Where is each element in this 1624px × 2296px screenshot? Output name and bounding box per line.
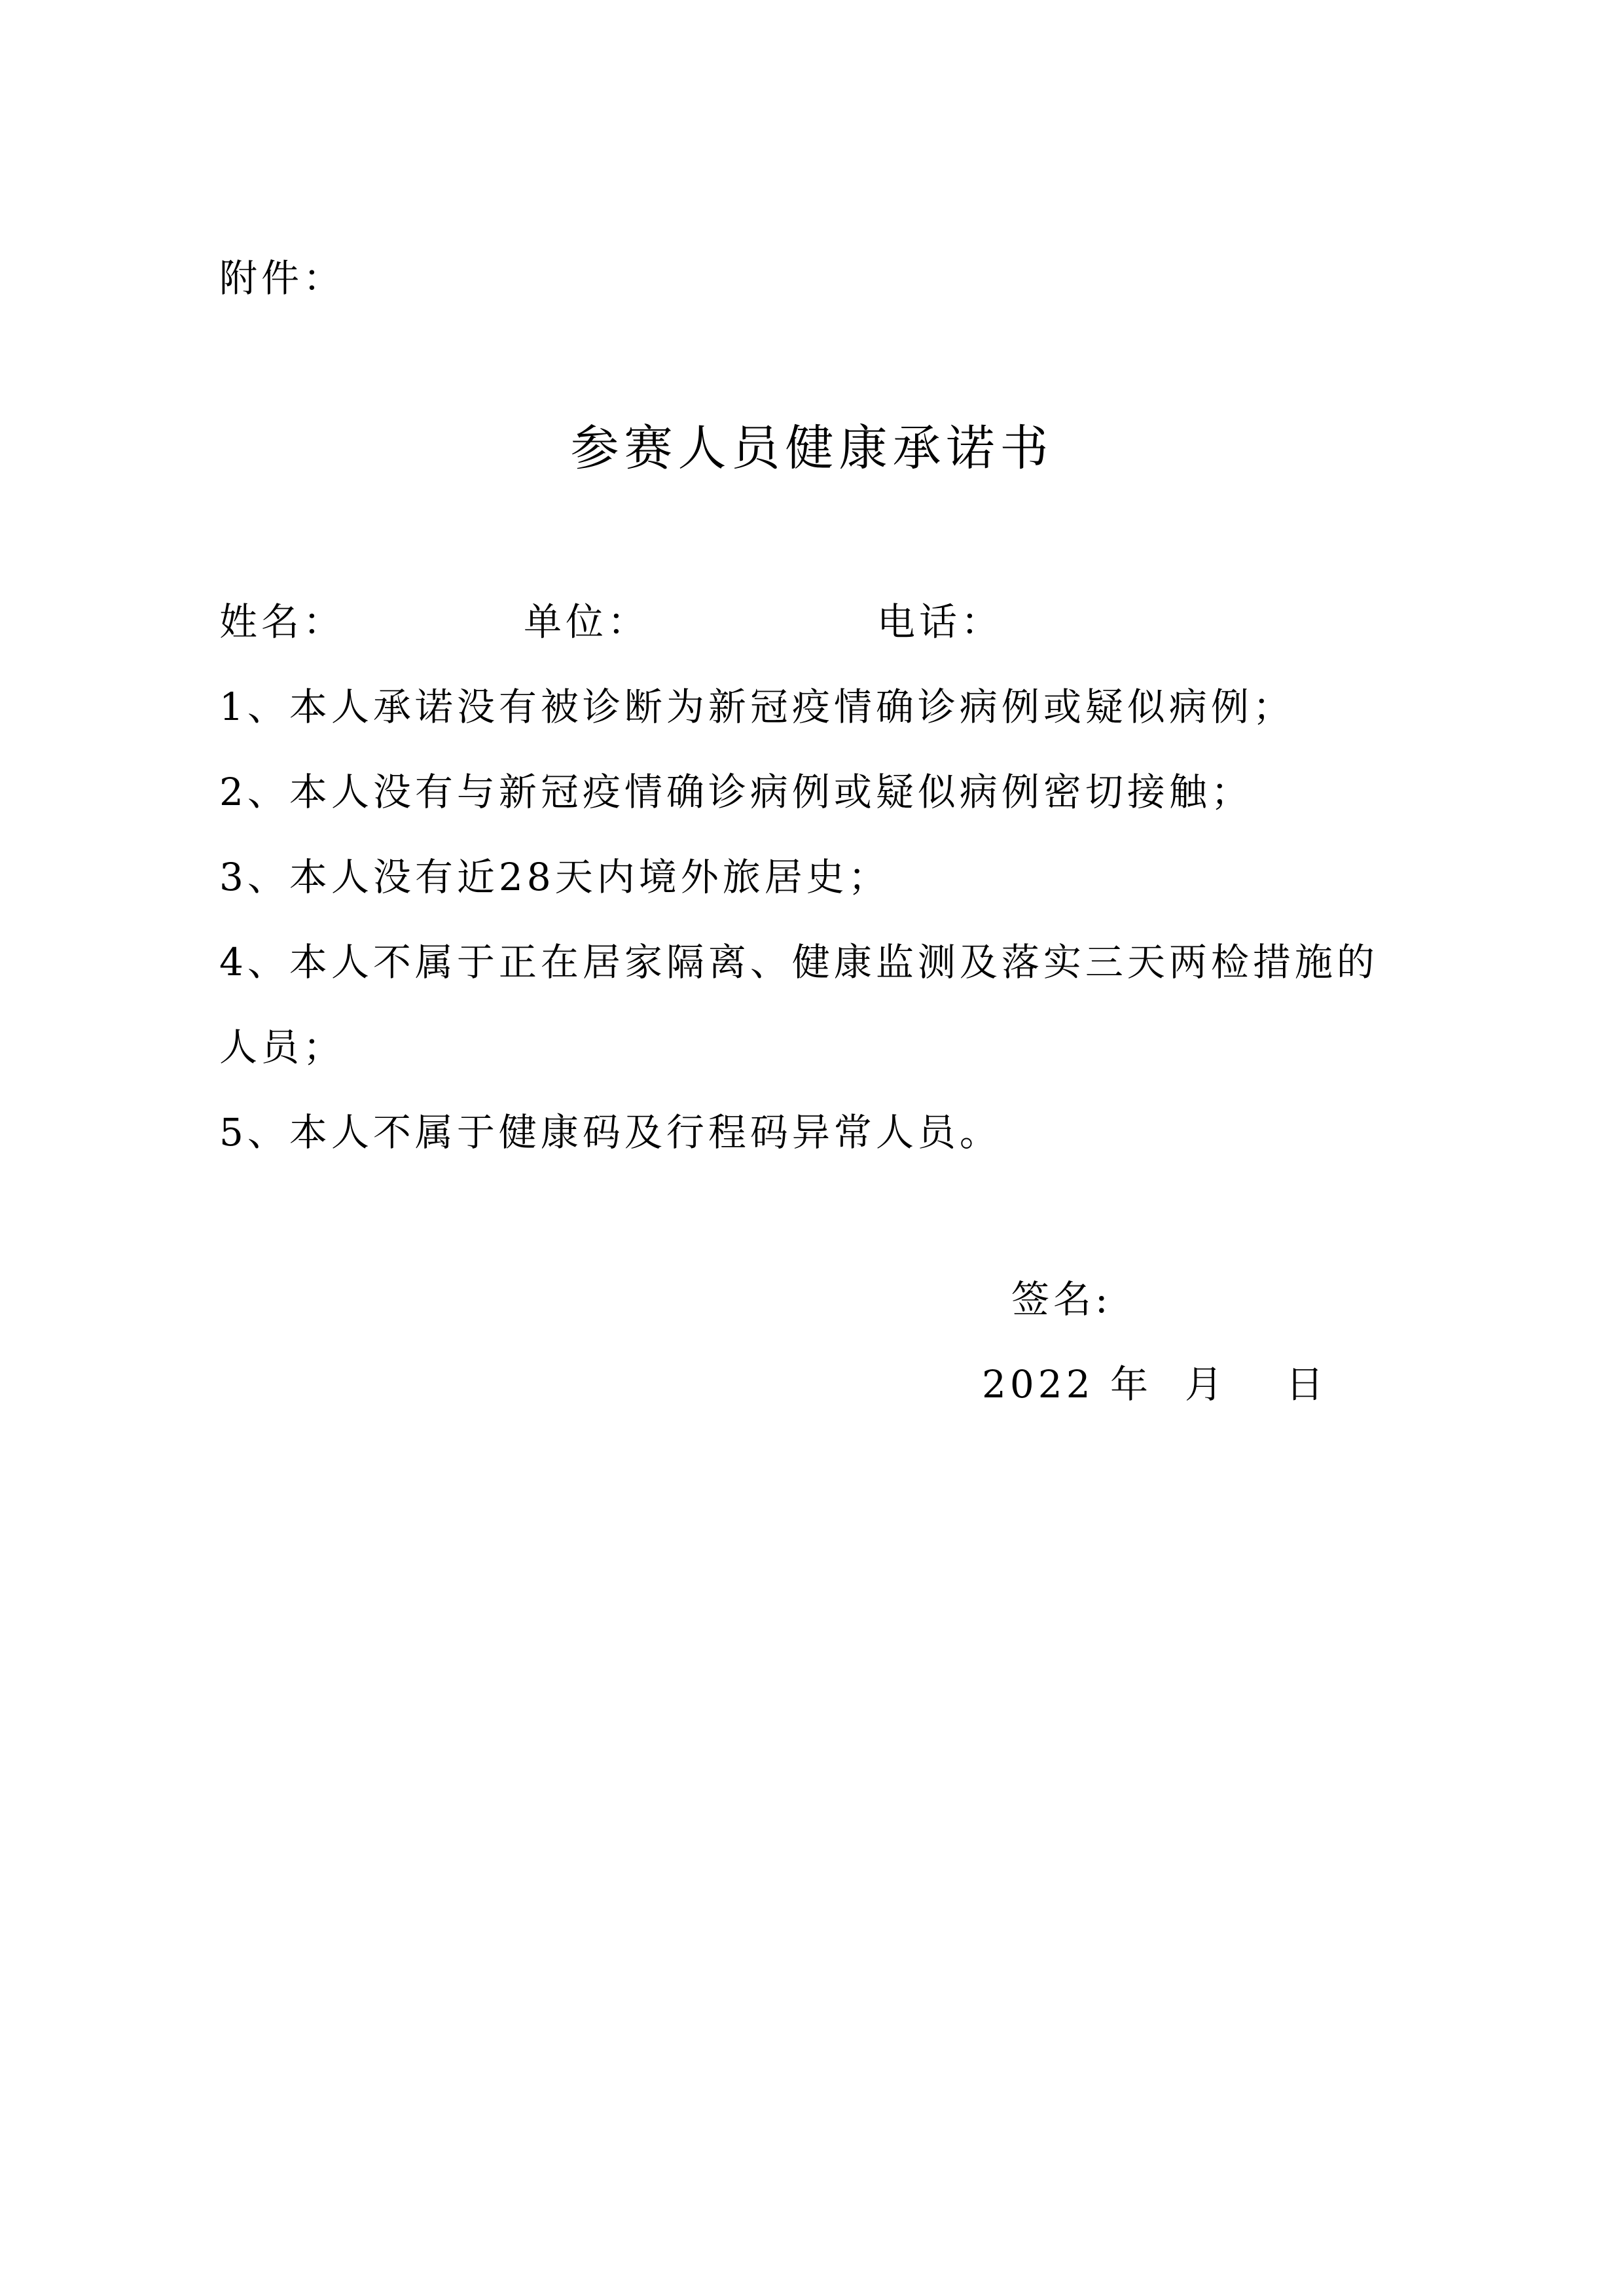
document-title: 参赛人员健康承诺书 bbox=[570, 420, 1054, 476]
commitment-item-3: 3、本人没有近28天内境外旅居史； bbox=[219, 855, 890, 899]
commitment-item-4: 4、本人不属于正在居家隔离、健康监测及落实三天两检措施的 bbox=[219, 940, 1379, 984]
phone-field-label: 电话： bbox=[877, 600, 1003, 644]
commitment-item-1: 1、本人承诺没有被诊断为新冠疫情确诊病例或疑似病例； bbox=[219, 685, 1295, 729]
date-line bbox=[982, 1361, 1327, 1407]
date-day: 日 bbox=[1286, 1362, 1328, 1407]
commitment-item-2: 2、本人没有与新冠疫情确诊病例或疑似病例密切接触； bbox=[219, 770, 1253, 814]
attachment-label: 附件： bbox=[219, 256, 346, 300]
unit-field-label: 单位： bbox=[524, 600, 650, 644]
date-month: 月 bbox=[1185, 1362, 1227, 1407]
name-field-label: 姓名： bbox=[219, 600, 346, 644]
signature-label: 签名: bbox=[1011, 1277, 1112, 1321]
commitment-item-5: 5、本人不属于健康码及行程码异常人员。 bbox=[219, 1110, 1001, 1155]
commitment-item-4-continued: 人员； bbox=[219, 1025, 346, 1069]
date-year: 2022 年 bbox=[982, 1362, 1153, 1407]
